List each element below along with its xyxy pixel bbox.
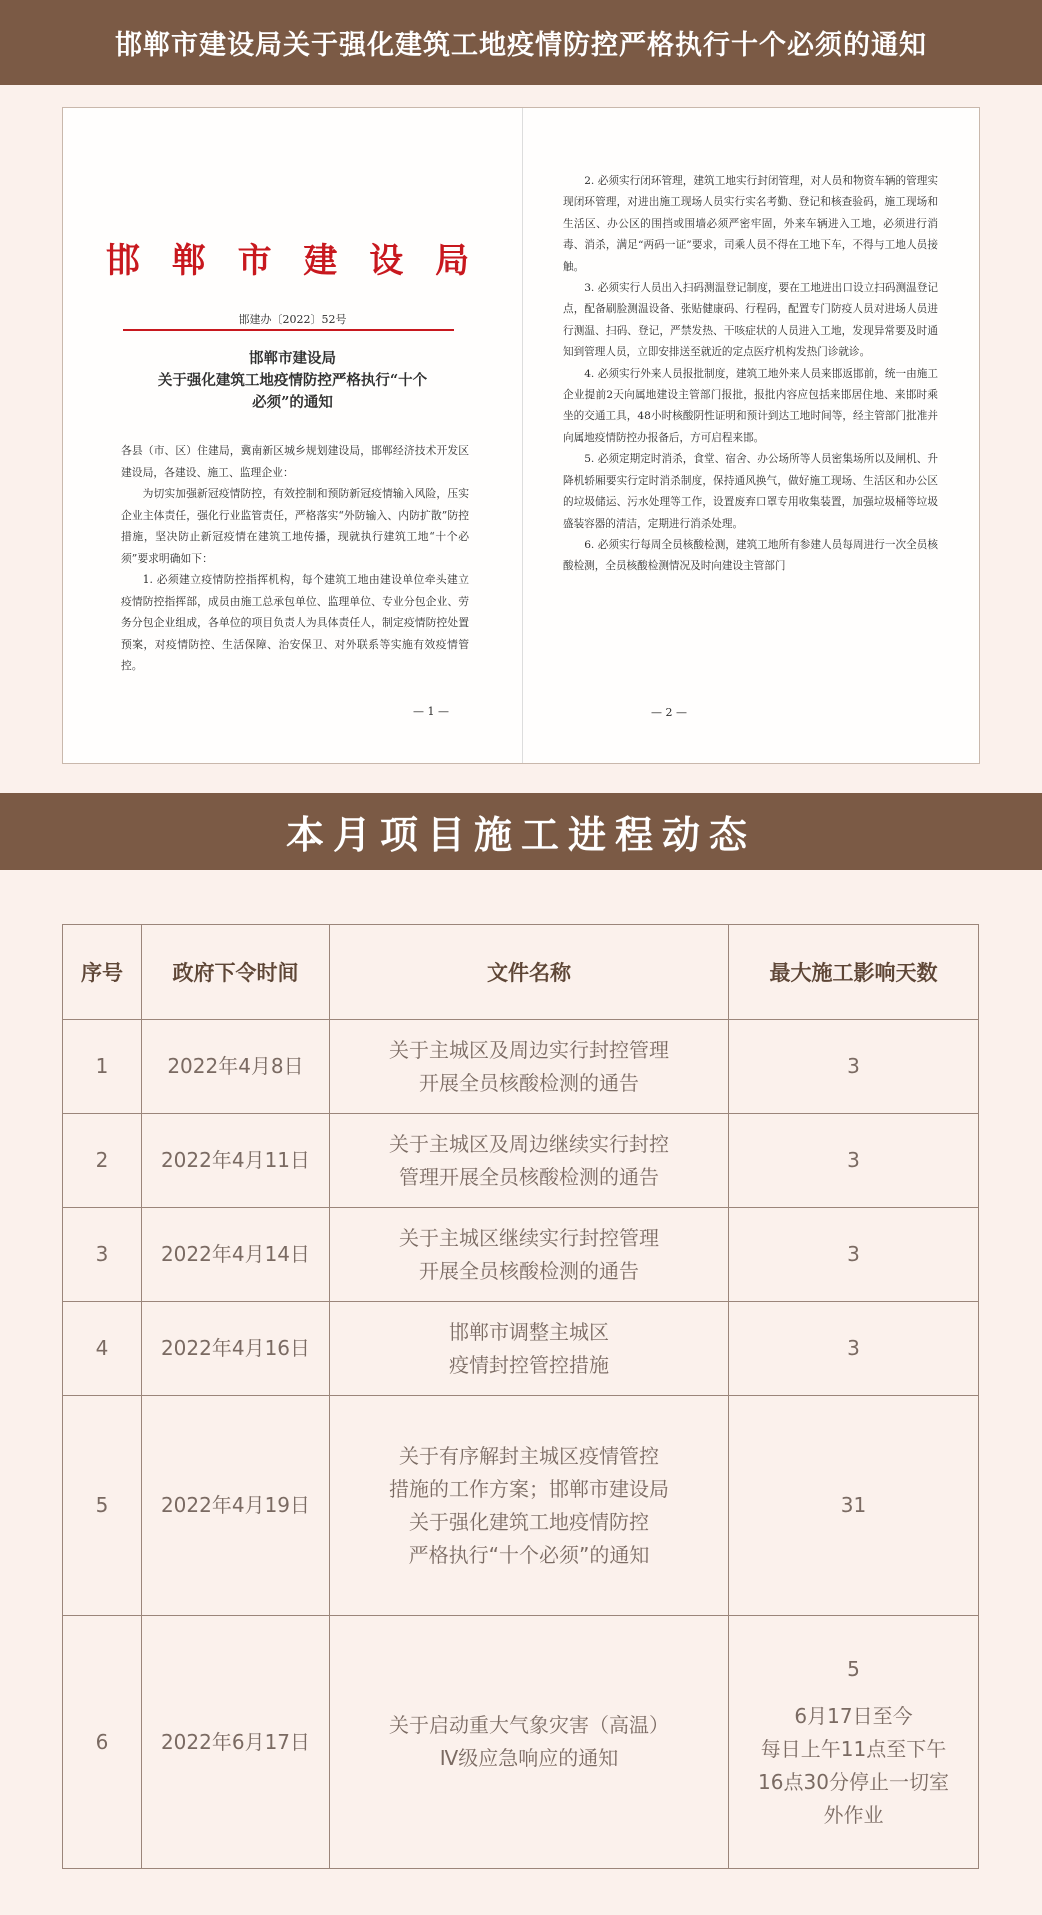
notice-title-banner	[0, 0, 1042, 85]
note-line: 每日上午11点至下午	[760, 1736, 947, 1761]
row-number: 1	[63, 1020, 142, 1114]
document-name	[330, 1302, 729, 1396]
column-header-no: 序号	[63, 925, 142, 1020]
document-name-line: 邯郸市调整主城区	[449, 1319, 609, 1344]
document-scan	[62, 107, 980, 764]
heading-line: 关于强化建筑工地疫情防控严格执行“十个	[157, 372, 428, 389]
table-row	[63, 1302, 979, 1396]
document-name-line: 疫情封控管控措施	[449, 1352, 609, 1377]
document-name	[330, 1616, 729, 1869]
column-header-doc-name: 文件名称	[330, 925, 729, 1020]
document-name-line: 关于有序解封主城区疫情管控	[399, 1443, 659, 1468]
paragraph: 4. 必须实行外来人员报批制度，建筑工地外来人员来邯返邯前，统一由施工企业提前2天向属地建设主管部门报批，报批内容应包括来邯居住地、来邯时乘坐的交通工具，48小时核酸阴性证明和预计到达工地时间等，经主管部门批准并向属地疫情防控办报备后，方可启程来邯。	[563, 367, 938, 444]
row-number: 5	[63, 1396, 142, 1616]
document-name	[330, 1020, 729, 1114]
progress-section-title: 本月项目施工进程动态	[285, 813, 756, 857]
order-date: 2022年4月16日	[142, 1302, 330, 1396]
bureau-name: 邯 郸 市 建 设 局	[105, 241, 480, 281]
page-number: — 1 —	[413, 705, 449, 718]
notice-title: 邯郸市建设局关于强化建筑工地疫情防控严格执行十个必须的通知	[115, 30, 927, 61]
document-name-line: 关于强化建筑工地疫情防控	[409, 1509, 649, 1534]
paragraph: 5. 必须定期定时消杀，食堂、宿舍、办公场所等人员密集场所以及闸机、升降机轿厢要实行定时消杀制度，保持通风换气，做好施工现场、生活区和办公区的垃圾储运、污水处理等工作，设置废弃口罩专用收集装置，加强垃圾桶等垃圾盛装容器的清洁，定期进行消杀处理。	[563, 453, 938, 530]
note-line: 6月17日至今	[794, 1703, 913, 1728]
table-row	[63, 1208, 979, 1302]
document-name-line: 关于主城区及周边实行封控管理	[389, 1037, 669, 1062]
max-impact-days: 3	[729, 1208, 979, 1302]
order-date: 2022年4月8日	[142, 1020, 330, 1114]
max-impact-days-cell	[729, 1616, 979, 1869]
table-row	[63, 1020, 979, 1114]
table-row	[63, 1616, 979, 1869]
note-line: 外作业	[823, 1802, 884, 1827]
document-page-2	[523, 108, 979, 763]
table-row	[63, 1114, 979, 1208]
note-line: 16点30分停止一切室	[758, 1769, 949, 1794]
document-name-line: 开展全员核酸检测的通告	[419, 1258, 639, 1283]
document-name-line: 措施的工作方案；邯郸市建设局	[389, 1476, 669, 1501]
row-number: 4	[63, 1302, 142, 1396]
max-impact-days: 3	[729, 1302, 979, 1396]
document-name	[330, 1114, 729, 1208]
document-name-line: 关于主城区继续实行封控管理	[399, 1225, 659, 1250]
document-name-line: 开展全员核酸检测的通告	[419, 1070, 639, 1095]
progress-section-banner	[0, 793, 1042, 870]
document-name-line: 关于主城区及周边继续实行封控	[389, 1131, 669, 1156]
document-name-line: 严格执行“十个必须”的通知	[408, 1542, 650, 1567]
max-impact-days: 3	[729, 1114, 979, 1208]
paragraph: 2. 必须实行闭环管理，建筑工地实行封闭管理，对人员和物资车辆的管理实现闭环管理，对进出施工现场人员实行实名考勤、登记和核查验码，施工现场和生活区、办公区的围挡或围墙必须严密牢固，外来车辆进入工地，必须进行消毒、消杀，满足“两码一证”要求，司乘人员不得在工地下车，不得与工地人员接触。	[563, 175, 938, 273]
max-impact-days-note	[735, 1700, 972, 1832]
order-date: 2022年4月19日	[142, 1396, 330, 1616]
document-name-line: 管理开展全员核酸检测的通告	[399, 1164, 659, 1189]
document-name	[330, 1208, 729, 1302]
order-date: 2022年4月14日	[142, 1208, 330, 1302]
paragraph: 为切实加强新冠疫情防控，有效控制和预防新冠疫情输入风险，压实企业主体责任，强化行业监管责任，严格落实“外防输入、内防扩散”防控措施，坚决防止新冠疫情在建筑工地传播，现就执行建筑工地“十个必须”要求明确如下：	[121, 487, 469, 565]
paragraph: 3. 必须实行人员出入扫码测温登记制度，要在工地进出口设立扫码测温登记点，配备刷脸测温设备、张贴健康码、行程码，配置专门防疫人员对进场人员进行测温、扫码、登记，严禁发热、干咳症状的人员进入工地，发现异常要及时通知到管理人员，立即安排送至就近的定点医疗机构发热门诊就诊。	[563, 282, 938, 359]
table-row	[63, 1396, 979, 1616]
page-number: — 2 —	[651, 706, 687, 719]
order-date: 2022年6月17日	[142, 1616, 330, 1869]
row-number: 2	[63, 1114, 142, 1208]
max-impact-days: 31	[729, 1396, 979, 1616]
row-number: 6	[63, 1616, 142, 1869]
document-page-1	[63, 108, 522, 763]
page-2-body	[563, 171, 938, 578]
max-impact-days: 5	[847, 1656, 860, 1681]
paragraph: 1. 必须建立疫情防控指挥机构，每个建筑工地由建设单位牵头建立疫情防控指挥部，成员由施工总承包单位、监理单位、专业分包企业、劳务分包企业组成，各单位的项目负责人为具体责任人，制定疫情防控处置预案，对疫情防控、生活保障、治安保卫、对外联系等实施有效疫情管控。	[121, 573, 469, 672]
max-impact-days: 3	[729, 1020, 979, 1114]
table-header-row	[63, 925, 979, 1020]
page-1-body	[121, 440, 469, 677]
document-number: 邯建办〔2022〕52号	[238, 313, 347, 326]
progress-table	[62, 924, 979, 1869]
order-date: 2022年4月11日	[142, 1114, 330, 1208]
document-name	[330, 1396, 729, 1616]
column-header-date: 政府下令时间	[142, 925, 330, 1020]
column-header-max-days: 最大施工影响天数	[729, 925, 979, 1020]
row-number: 3	[63, 1208, 142, 1302]
paragraph: 6. 必须实行每周全员核酸检测，建筑工地所有参建人员每周进行一次全员核酸检测，全员核酸检测情况及时向建设主管部门	[563, 538, 938, 573]
red-rule-divider	[123, 329, 454, 331]
heading-line: 必须”的通知	[252, 394, 333, 411]
paragraph: 各县（市、区）住建局，冀南新区城乡规划建设局，邯郸经济技术开发区建设局，各建设、施工、监理企业：	[121, 444, 469, 479]
heading-line: 邯郸市建设局	[249, 350, 336, 367]
document-heading	[103, 348, 482, 414]
document-name-line: Ⅳ级应急响应的通知	[439, 1746, 619, 1770]
document-name-line: 关于启动重大气象灾害（高温）	[389, 1713, 669, 1737]
